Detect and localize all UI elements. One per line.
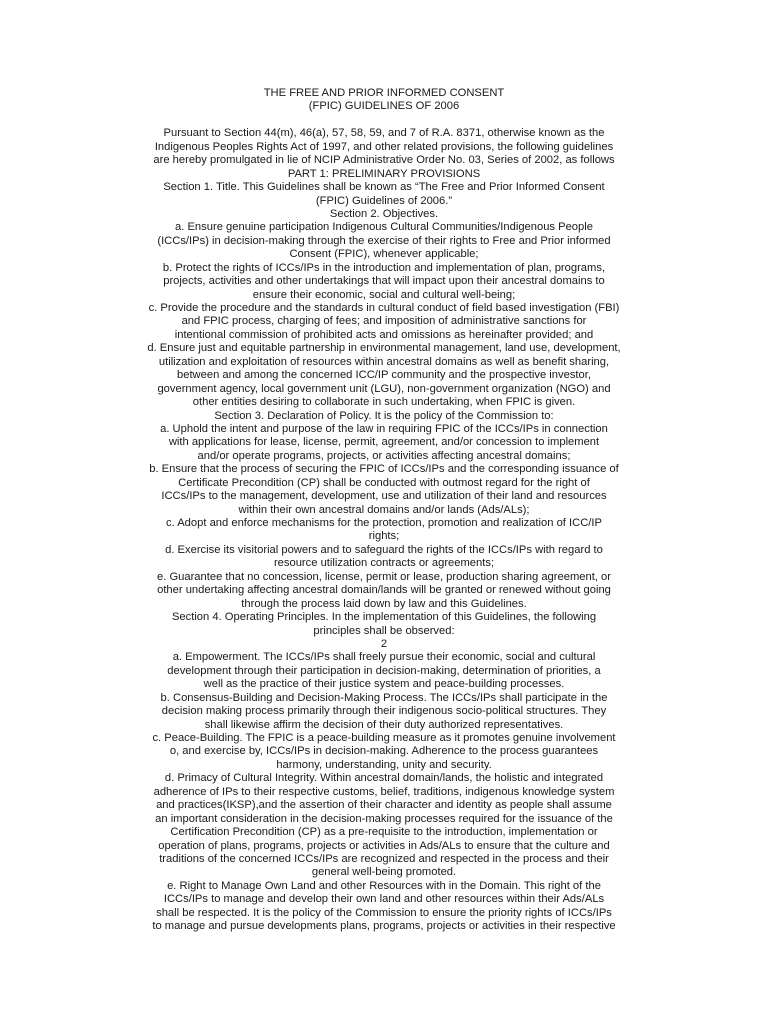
body-text-line: (FPIC) Guidelines of 2006.”	[315, 194, 453, 207]
body-text-line: c. Adopt and enforce mechanisms for the protection, promotion and realization of ICC/IP	[166, 517, 602, 529]
body-text-line: with applications for lease, license, permit, agreement, and/or concession to implement	[168, 436, 600, 449]
body-text-line: b. Protect the rights of ICCs/IPs in the introduction and implementation of plan, programs,	[162, 261, 606, 274]
body-text-line: rights;	[368, 530, 400, 543]
body-text-line: general well-being promoted.	[311, 866, 457, 879]
body-text-line: d. Ensure just and equitable partnership in environmental management, land use, development,	[147, 342, 621, 355]
body-text-line: Pursuant to Section 44(m), 46(a), 57, 58, 59, and 7 of R.A. 8371, otherwise known as the	[163, 127, 605, 140]
body-text-line: government agency, local government unit (LGU), non-government organization (NGO) and	[157, 382, 611, 395]
body-text-line: Certificate Precondition (CP) shall be conducted with outmost regard for the right of	[178, 476, 590, 489]
body-text-line: harmony, understanding, unity and security.	[276, 758, 492, 771]
title-line: THE FREE AND PRIOR INFORMED CONSENT	[263, 87, 505, 99]
body-text-line: o, and exercise by, ICCs/IPs in decision-making. Adherence to the process guarantees	[169, 745, 599, 758]
body-text-line: ICCs/IPs to manage and develop their own land and other resources within their Ads/ALs	[163, 893, 605, 906]
body-text-line: utilization and exploitation of resources within ancestral domains as well as benefit sharing,	[158, 355, 610, 368]
body-text-line: Section 1. Title. This Guidelines shall be known as “The Free and Prior Informed Consent	[163, 181, 605, 194]
body-text-line: other entities desiring to collaborate in such undertaking, when FPIC is given.	[192, 396, 576, 409]
body-text-line: an important consideration in the decision-making processes required for the issuance of the	[155, 812, 613, 825]
body-text-line: ensure their economic, social and cultural well-being;	[252, 288, 516, 301]
body-text-line: e. Guarantee that no concession, license, permit or lease, production sharing agreement, or	[157, 570, 611, 583]
body-text-line: Section 4. Operating Principles. In the implementation of this Guidelines, the following	[171, 611, 597, 624]
body-text-line: projects, activities and other undertakings that will impact upon their ancestral domains to	[163, 275, 605, 288]
body-text-line: well as the practice of their justice system and peace-building processes.	[203, 678, 565, 691]
body-text-line: a. Ensure genuine participation Indigenous Cultural Communities/Indigenous People	[175, 221, 593, 234]
body-text-line: are hereby promulgated in lie of NCIP Administrative Order No. 03, Series of 2002, as follows	[153, 154, 615, 167]
page-number: 2	[380, 637, 388, 650]
body-text-line: Consent (FPIC), whenever applicable;	[289, 248, 479, 261]
body-text-line: and/or operate programs, projects, or activities affecting ancestral domains;	[197, 449, 571, 462]
body-text-line: and FPIC process, charging of fees; and imposition of administrative sanctions for	[181, 315, 587, 328]
document-body	[124, 127, 644, 933]
body-text-line: traditions of the concerned ICCs/IPs are recognized and respected in the process and their	[159, 852, 609, 865]
body-text-line: c. Peace-Building. The FPIC is a peace-building measure as it promotes genuine involvement	[152, 732, 616, 744]
body-text-line: Section 2. Objectives.	[329, 207, 439, 220]
body-text-line: development through their participation in decision-making, determination of priorities, a	[167, 664, 601, 677]
body-text-line: (ICCs/IPs) in decision-making through the exercise of their rights to Free and Prior informed	[157, 234, 611, 247]
body-text-line: d. Primacy of Cultural Integrity. Within ancestral domain/lands, the holistic and integrated	[164, 772, 604, 785]
body-text-line: operation of plans, programs, projects or activities in Ads/ALs to ensure that the culture and	[158, 839, 610, 852]
document-title	[124, 87, 644, 114]
body-text-line: and practices(IKSP),and the assertion of their character and identity as people shall assume	[156, 799, 612, 812]
body-text-line: d. Exercise its visitorial powers and to safeguard the rights of the ICCs/IPs with regard to	[165, 543, 603, 556]
body-text-line: adherence of IPs to their respective customs, belief, traditions, indigenous knowledge system	[153, 785, 615, 798]
body-text-line: c. Provide the procedure and the standards in cultural conduct of field based investigation (FBI)	[148, 302, 620, 314]
body-text-line: to manage and pursue developments plans, programs, projects or activities in their respective	[152, 920, 616, 933]
body-text-line: a. Uphold the intent and purpose of the law in requiring FPIC of the ICCs/IPs in connection	[160, 422, 608, 435]
body-text-line: PART 1: PRELIMINARY PROVISIONS	[287, 167, 481, 180]
title-spacer	[124, 114, 644, 127]
body-text-line: shall likewise affirm the decision of their duty authorized representatives.	[204, 718, 564, 731]
body-text-line: b. Consensus-Building and Decision-Making Process. The ICCs/IPs shall participate in the	[160, 691, 608, 704]
body-text-line: other undertaking affecting ancestral domain/lands will be granted or renewed without going	[157, 584, 611, 597]
body-text-line: intentional commission of prohibited acts and omissions as hereinafter provided; and	[174, 328, 594, 341]
body-text-line: through the process laid down by law and this Guidelines.	[241, 597, 527, 610]
body-text-line: ICCs/IPs to the management, development, use and utilization of their land and resources	[161, 490, 607, 503]
body-text-line: b. Ensure that the process of securing the FPIC of ICCs/IPs and the corresponding issuance of	[149, 463, 619, 476]
title-line: (FPIC) GUIDELINES OF 2006	[308, 100, 460, 113]
body-text-line: shall be respected. It is the policy of the Commission to ensure the priority rights of ICCs/IPs	[156, 906, 612, 919]
body-text-line: e. Right to Manage Own Land and other Resources with in the Domain. This right of the	[167, 879, 601, 892]
body-text-line: resource utilization contracts or agreements;	[273, 557, 495, 570]
body-text-line: Indigenous Peoples Rights Act of 1997, and other related provisions, the following guidelines	[154, 140, 614, 153]
body-text-line: a. Empowerment. The ICCs/IPs shall freely pursue their economic, social and cultural	[172, 651, 596, 664]
body-text-line: principles shall be observed:	[313, 624, 455, 637]
body-text-line: Certification Precondition (CP) as a pre-requisite to the introduction, implementation or	[170, 826, 598, 839]
body-text-line: Section 3. Declaration of Policy. It is the policy of the Commission to:	[214, 409, 554, 422]
document-page	[124, 87, 644, 934]
body-text-line: between and among the concerned ICC/IP community and the prospective investor,	[177, 369, 591, 382]
body-text-line: decision making process primarily through their indigenous socio-political structures. They	[161, 705, 607, 718]
body-text-line: within their own ancestral domains and/or lands (Ads/ALs);	[238, 503, 530, 516]
